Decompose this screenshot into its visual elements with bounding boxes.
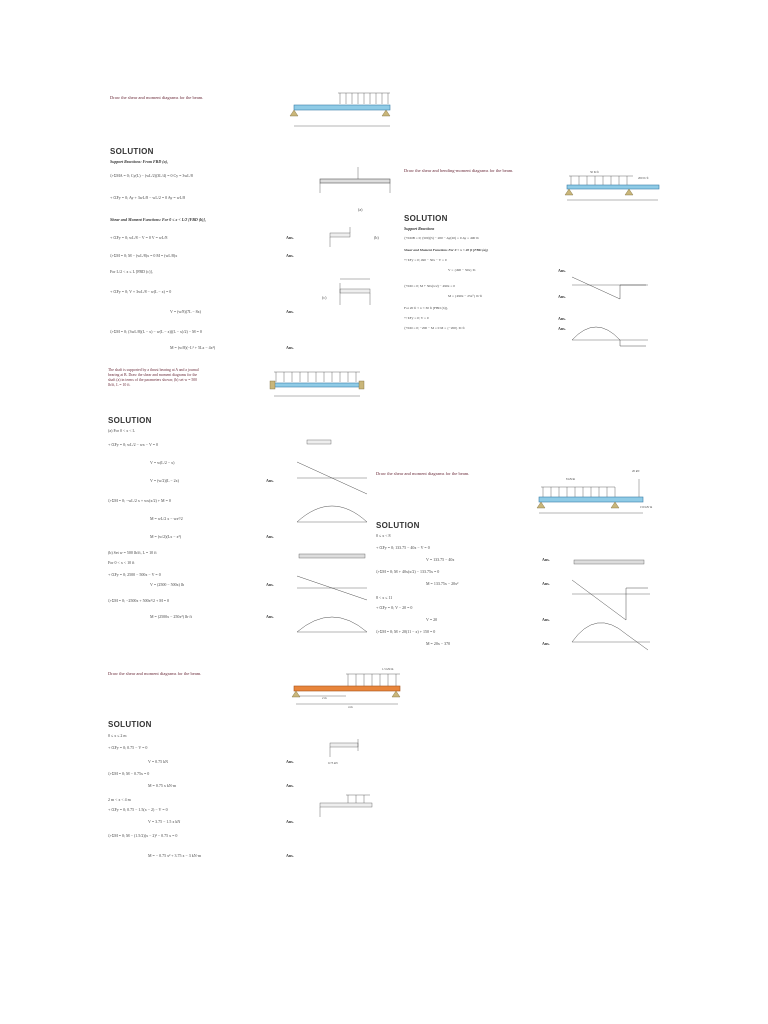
problem-4-ans-3: Ans. — [542, 617, 550, 622]
problem-3-eq7: +↑ΣFy = 0; 2500 − 500x − V = 0 — [108, 572, 161, 577]
problem-1-eq1: ζ+ΣMA = 0; Cy(L) − (wL/2)(3L/4) = 0 Cy = 3wL/8 — [110, 173, 193, 178]
problem-5-fbd-label: 0.75 kN — [328, 761, 338, 765]
problem-2-question: Draw the shear and bending-moment diagrams for the beam. — [404, 168, 514, 173]
problem-1-fbd-c-label: (c) — [322, 295, 327, 300]
problem-5-eq5: +↑ΣFy = 0; 0.75 − 1.5(x − 2) − V = 0 — [108, 807, 168, 812]
problem-2-load-1: 50 lb/ft — [590, 170, 599, 174]
problem-5-eq1: +↑ΣFy = 0; 0.75 − V = 0 — [108, 745, 148, 750]
problem-4-beam-figure — [535, 475, 655, 520]
problem-4-eq2: V = 133.75 − 40x — [426, 557, 455, 562]
problem-2-eq5: M = {490x − 25x²} lb·ft — [448, 294, 483, 298]
problem-2-eq4: ζ+ΣM = 0; M + 50x(x/2) − 490x = 0 — [404, 284, 455, 288]
problem-1-fbd-c — [336, 275, 381, 325]
problem-5-dim-2: 4 m — [348, 705, 353, 709]
problem-5-range1: 0 ≤ x ≤ 2 m — [108, 733, 127, 738]
problem-4-ans-2: Ans. — [542, 581, 550, 586]
problem-2-range2: For 20 ft < x < 30 ft [FBD (b)], — [404, 306, 448, 310]
problem-4-eq8: M = 20x − 370 — [426, 641, 451, 646]
problem-5-ans-4: Ans. — [286, 853, 294, 858]
problem-5-panel — [100, 665, 410, 865]
problem-3-eq10: M = (2500x − 250x²) lb·ft — [150, 614, 192, 619]
problem-1-eq4: ζ+ΣM = 0; M − (wL/8)x = 0 M = (wL/8)x — [110, 253, 178, 258]
problem-5-eq4: M = 0.75 x kN·m — [148, 783, 177, 788]
problem-1-fbd-a-label: (a) — [358, 207, 363, 212]
problem-3-eq3: V = (w/2)(L − 2x) — [150, 478, 179, 483]
problem-1-ans-2: Ans. — [286, 253, 294, 258]
problem-3-part-b: (b) Set w = 500 lb/ft, L = 10 ft — [108, 550, 157, 555]
problem-3-part-a: (a) For 0 < x < L — [108, 428, 135, 433]
problem-3-eq4: ζ+ΣM = 0; −wL/2 x + wx(x/2) + M = 0 — [108, 498, 171, 503]
problem-5-load-1: 1.5 kN/m — [382, 667, 394, 671]
problem-5-dim-1: 2 m — [322, 696, 327, 700]
problem-2-ans-3: Ans. — [558, 316, 566, 321]
problem-4-diagrams — [570, 550, 655, 660]
problem-1-range2: For L/2 < x ≤ L [FBD (c)], — [110, 269, 153, 274]
problem-1-eq5: +↑ΣFy = 0; V + 3wL/8 − w(L − x) = 0 — [110, 289, 172, 294]
problem-4-solution-heading: SOLUTION — [376, 521, 420, 530]
problem-4-question: Draw the shear and moment diagrams for the beam. — [376, 471, 470, 476]
problem-3-diagrams-a — [295, 430, 370, 535]
problem-3-eq9: ζ+ΣM = 0; −2500x + 500x²/2 + M = 0 — [108, 598, 170, 603]
problem-2-ans-2: Ans. — [558, 294, 566, 299]
problem-1-eq7: ζ+ΣM = 0; (3wL/8)(L − x) − w(L − x)((L − x)/2) − M = 0 — [110, 329, 202, 334]
problem-5-eq3: ζ+ΣM = 0; M − 0.75x = 0 — [108, 771, 150, 776]
problem-1-fbd-b-label: (b) — [374, 235, 379, 240]
problem-5-eq6: V = 3.75 − 1.5 x kN — [148, 819, 181, 824]
problem-3-question: The shaft is supported by a thrust bearing at A and a journal bearing at B. Draw the shear and moment diagrams for the shaft (a) in terms of the parameters shown; (b) set w = 500 lb/ft, L = 10 ft. — [108, 368, 199, 388]
problem-2-eq7: ζ+ΣM = 0; −200 − M = 0 M = {−200} lb·ft — [404, 326, 465, 330]
problem-1-eq6: V = (w/8)(7L − 8x) — [170, 309, 201, 314]
problem-2-support-reactions: Support Reactions — [404, 226, 435, 231]
problem-2-panel — [398, 160, 663, 360]
problem-3-ans-4: Ans. — [266, 614, 274, 619]
problem-4-load-1: 20 kN — [632, 469, 640, 473]
problem-5-ans-2: Ans. — [286, 783, 294, 788]
problem-3-eq1: +↑ΣFy = 0; wL/2 − wx − V = 0 — [108, 442, 159, 447]
problem-4-load-3: 8 kN/m — [566, 477, 576, 481]
problem-2-functions: Shear and Moment Functions For 0 < x < 20 ft [FBD (a)], — [404, 248, 489, 252]
problem-3-solution-heading: SOLUTION — [108, 416, 152, 425]
problem-5-solution-heading: SOLUTION — [108, 720, 152, 729]
problem-1-eq3: +↑ΣFy = 0; wL/8 − V = 0 V = wL/8 — [110, 235, 168, 240]
problem-5-ans-1: Ans. — [286, 759, 294, 764]
problem-1-ans-1: Ans. — [286, 235, 294, 240]
problem-1-eq8: M = (w/8)(−L² + 5Lx − 4x²) — [170, 345, 216, 350]
problem-1-fbd-a — [318, 165, 398, 205]
problem-4-load-2: 150 kN·m — [640, 505, 653, 509]
problem-3-eq5: M = wL/2 x − wx²/2 — [150, 516, 183, 521]
problem-1-ans-4: Ans. — [286, 345, 294, 350]
problem-1-panel — [100, 85, 400, 355]
problem-3-ans-3: Ans. — [266, 582, 274, 587]
problem-4-ans-4: Ans. — [542, 641, 550, 646]
problem-1-ans-3: Ans. — [286, 309, 294, 314]
problem-2-eq1: ζ+ΣMB = 0; (500)(5) − 200 − Ay(20) = 0 Ay = 490 lb — [404, 236, 479, 240]
problem-5-question: Draw the shear and moment diagrams for the beam. — [108, 671, 202, 676]
problem-4-eq6: V = 20 — [426, 617, 438, 622]
problem-4-eq3: ζ+ΣM = 0; M + 40x(x/2) − 133.75x = 0 — [376, 569, 440, 574]
problem-1-question: Draw the shear and moment diagrams for the beam. — [110, 95, 204, 100]
problem-3-eq8: V = (2500 − 500x) lb — [150, 582, 185, 587]
problem-3-diagrams-b — [295, 540, 370, 640]
problem-5-ans-3: Ans. — [286, 819, 294, 824]
problem-2-load-2: 200 lb·ft — [638, 176, 649, 180]
problem-3-eq2: V = w(L/2 − x) — [150, 460, 175, 465]
problem-2-ans-4: Ans. — [558, 326, 566, 331]
problem-3-eq6: M = (w/2)(Lx − x²) — [150, 534, 182, 539]
problem-1-solution-heading: SOLUTION — [110, 147, 154, 156]
problem-4-panel — [370, 465, 655, 665]
problem-2-eq6: +↑ΣFy = 0; V = 0 — [404, 316, 429, 320]
problem-4-ans-1: Ans. — [542, 557, 550, 562]
problem-1-support-reactions: Support Reactions: From FBD (a), — [110, 159, 168, 164]
problem-1-fbd-b — [328, 225, 358, 255]
problem-4-eq1: +↑ΣFy = 0; 133.75 − 40x − V = 0 — [376, 545, 430, 550]
problem-2-moment-diagram — [570, 320, 650, 350]
problem-1-functions: Shear and Moment Functions: For 0 ≤ x < L/2 [FBD (b)], — [110, 217, 206, 222]
problem-4-eq7: ζ+ΣM = 0; M + 20(11 − x) + 150 = 0 — [376, 629, 436, 634]
problem-5-eq2: V = 0.75 kN — [148, 759, 168, 764]
problem-4-eq4: M = 133.75x − 20x² — [426, 581, 459, 586]
problem-2-shear-diagram — [570, 275, 650, 305]
problem-3-panel — [100, 360, 375, 645]
problem-1-beam-figure — [290, 90, 395, 130]
problem-5-eq8: M = − 0.75 x² + 3.75 x − 3 kN·m — [148, 853, 202, 858]
problem-5-range2: 2 m < x < 4 m — [108, 797, 131, 802]
problem-5-fbd-2 — [316, 793, 376, 823]
problem-4-range1: 0 ≤ x < 8 — [376, 533, 391, 538]
problem-2-solution-heading: SOLUTION — [404, 214, 448, 223]
problem-5-beam-figure — [290, 670, 405, 710]
problem-2-eq2: +↑ΣFy = 0; 490 − 50x − V = 0 — [404, 258, 447, 262]
problem-4-range2: 8 < x ≤ 11 — [376, 595, 393, 600]
problem-5-eq7: ζ+ΣM = 0; M − (1.5/2)(x − 2)² − 0.75 x = 0 — [108, 833, 178, 838]
problem-2-ans-1: Ans. — [558, 268, 566, 273]
problem-2-eq3: V = {490 − 50x} lb — [448, 268, 476, 272]
problem-3-range-b: For 0 < x < 10 ft — [108, 560, 135, 565]
problem-3-ans-1: Ans. — [266, 478, 274, 483]
problem-1-eq2: +↑ΣFy = 0; Ay + 3wL/8 − wL/2 = 0 Ay = wL/8 — [110, 195, 186, 200]
problem-3-ans-2: Ans. — [266, 534, 274, 539]
problem-3-shaft-figure — [268, 370, 368, 400]
problem-4-eq5: +↑ΣFy = 0; V − 20 = 0 — [376, 605, 413, 610]
